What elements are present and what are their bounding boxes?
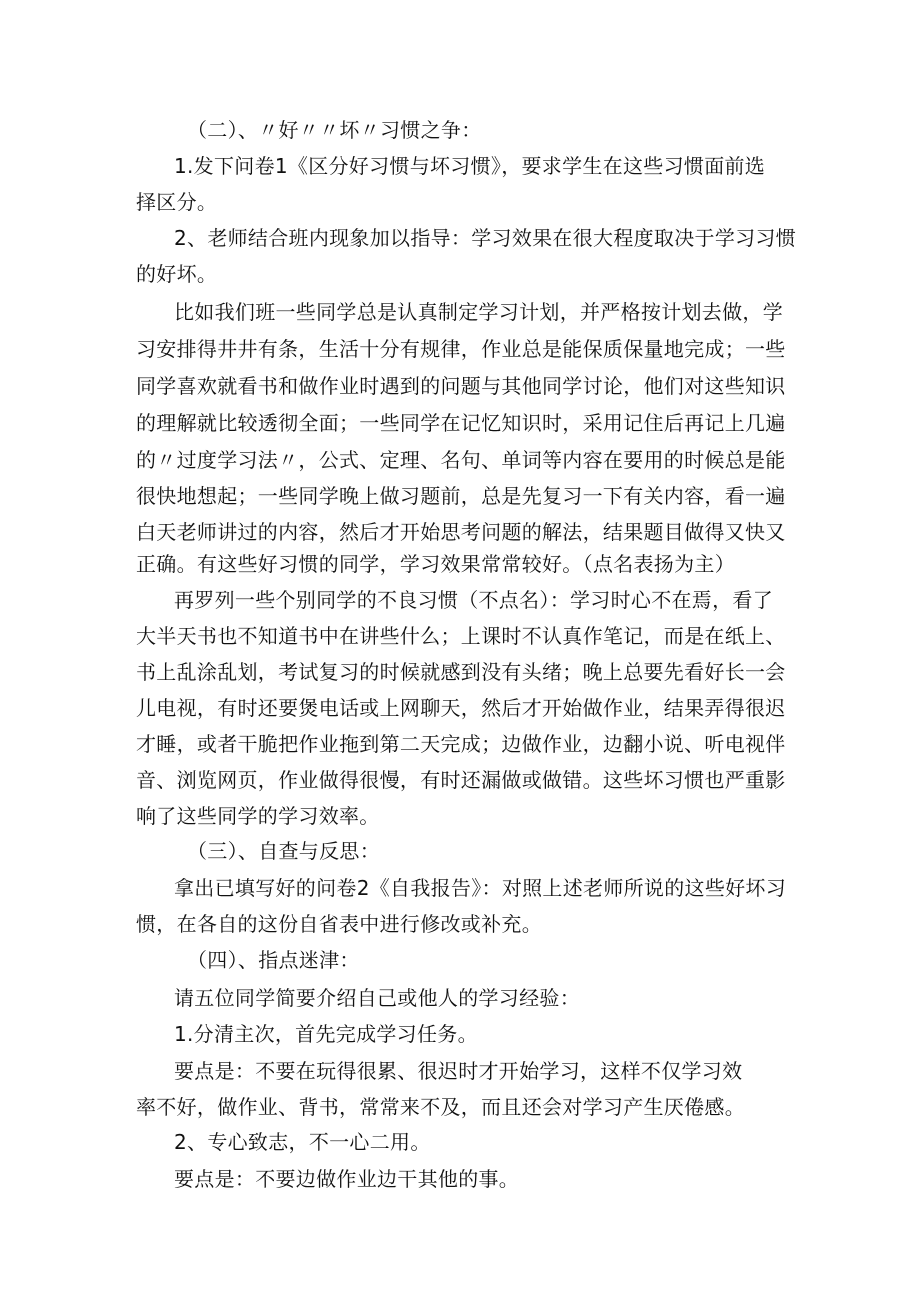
section-heading-4: （四）、指点迷津：: [187, 948, 360, 972]
section-heading-2: （二）、〃好〃〃坏〃习惯之争：: [187, 118, 482, 142]
paragraph-line: 正确。有这些好习惯的同学，学习效果常常较好。（点名表扬为主）: [136, 552, 735, 576]
paragraph-line: 率不好，做作业、背书，常常来不及，而且还会对学习产生厌倦感。: [136, 1095, 745, 1119]
list-item: 2、专心致志，不一心二用。: [174, 1130, 431, 1154]
paragraph-line: 大半天书也不知道书中在讲些什么；上课时不认真作笔记，而是在纸上、: [136, 624, 786, 648]
paragraph-line: 的〃过度学习法〃，公式、定理、名句、单词等内容在要用的时候总是能: [136, 448, 786, 472]
paragraph-line: 的好坏。: [136, 262, 218, 286]
paragraph-line: 书上乱涂乱划，考试复习的时候就感到没有头绪；晚上总要先看好长一会: [136, 660, 786, 684]
paragraph-line: 请五位同学简要介绍自己或他人的学习经验：: [174, 986, 580, 1010]
paragraph-line: 要点是：不要边做作业边干其他的事。: [174, 1167, 520, 1191]
paragraph-line: 比如我们班一些同学总是认真制定学习计划，并严格按计划去做，学: [174, 300, 783, 324]
list-item: 1.分清主次，首先完成学习任务。: [174, 1022, 478, 1046]
paragraph-line: 1.发下问卷1《区分好习惯与坏习惯》，要求学生在这些习惯面前选: [174, 154, 766, 178]
paragraph-line: 拿出已填写好的问卷2《自我报告》：对照上述老师所说的这些好坏习: [174, 876, 787, 900]
paragraph-line: 音、浏览网页，作业做得很慢，有时还漏做或做错。这些坏习惯也严重影: [136, 768, 786, 792]
paragraph-line: 再罗列一些个别同学的不良习惯（不点名）：学习时心不在焉，看了: [174, 588, 773, 612]
paragraph-line: 白天老师讲过的内容，然后才开始思考问题的解法，结果题目做得又快又: [136, 520, 786, 544]
paragraph-line: 择区分。: [136, 190, 218, 214]
paragraph-line: 要点是：不要在玩得很累、很迟时才开始学习，这样不仅学习效: [174, 1059, 743, 1083]
paragraph-line: 2、老师结合班内现象加以指导：学习效果在很大程度取决于学习习惯: [174, 226, 797, 250]
paragraph-line: 儿电视，有时还要煲电话或上网聊天，然后才开始做作业，结果弄得很迟: [136, 696, 786, 720]
paragraph-line: 的理解就比较透彻全面；一些同学在记忆知识时，采用记住后再记上几遍: [136, 411, 786, 435]
paragraph-line: 习安排得井井有条，生活十分有规律，作业总是能保质保量地完成；一些: [136, 337, 786, 361]
paragraph-line: 响了这些同学的学习效率。: [136, 804, 380, 828]
paragraph-line: 惯，在各自的这份自省表中进行修改或补充。: [136, 912, 542, 936]
paragraph-line: 才睡，或者干脆把作业拖到第二天完成；边做作业，边翻小说、听电视伴: [136, 732, 786, 756]
paragraph-line: 同学喜欢就看书和做作业时遇到的问题与其他同学讨论，他们对这些知识: [136, 374, 786, 398]
section-heading-3: （三）、自查与反思：: [187, 839, 380, 863]
paragraph-line: 很快地想起；一些同学晚上做习题前，总是先复习一下有关内容，看一遍: [136, 484, 786, 508]
